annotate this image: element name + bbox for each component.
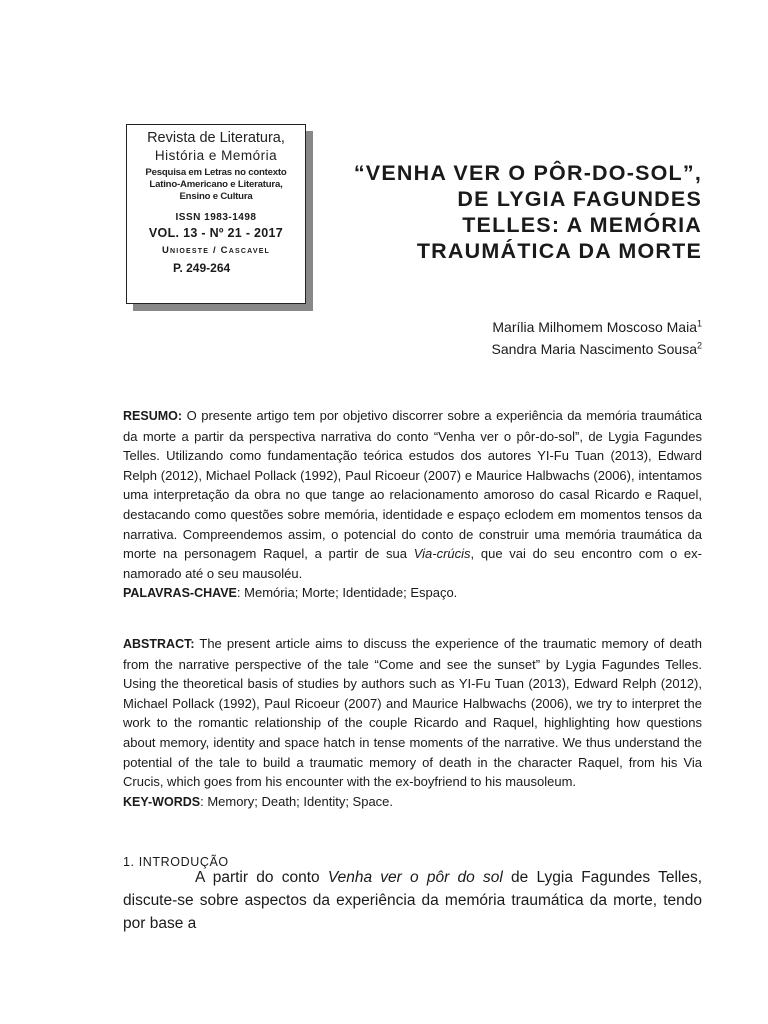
author-name: Marília Milhomem Moscoso Maia <box>492 319 697 335</box>
abstract-text: The present article aims to discuss the experience of the traumatic memory of death from the narrative perspective of the tale “Come and see the sunset” by Lygia Fagundes Telles. Using the theoretical basis of studies by authors such as YI-Fu Tuan (2013), Edward Relph (2012), Michael Pollack (1992), Paul Ricoeur (2007) and Maurice Halbwachs (2006), we try to interpret the work to the romantic relationship of the couple Ricardo and Raquel, highlighting how questions about memory, identity and space hatch in tense moments of the narrative. We thus understand the potential of the tale to build a traumatic memory of death in the character Raquel, from his Via Crucis, which goes from his encounter with the ex-boyfriend to his mausoleum. <box>123 636 702 790</box>
palavras-chave-text: : Memória; Morte; Identidade; Espaço. <box>236 585 458 601</box>
journal-issn: ISSN 1983-1498 <box>175 212 257 223</box>
resumo-label: RESUMO: <box>123 409 183 423</box>
journal-title-line2: História e Memória <box>154 148 278 163</box>
resumo-paragraph <box>123 406 702 583</box>
resumo-italic: Via-crúcis <box>413 546 471 562</box>
article-title-line3: TELLES: A MEMÓRIA <box>462 213 702 237</box>
resumo-section <box>123 406 702 604</box>
journal-subtitle-line1: Pesquisa em Letras no contexto <box>145 167 287 178</box>
abstract-section <box>123 634 702 812</box>
key-words-text: : Memory; Death; Identity; Space. <box>200 793 394 809</box>
author-1 <box>492 316 702 338</box>
key-words <box>123 792 702 813</box>
section-heading-introducao: 1. INTRODUÇÃO <box>123 855 229 869</box>
author-name: Sandra Maria Nascimento Sousa <box>491 341 697 357</box>
article-title-line1: “VENHA VER O PÔR-DO-SOL”, <box>353 161 702 185</box>
author-list <box>492 316 702 360</box>
intro-body <box>123 866 702 935</box>
intro-text: A partir do conto <box>195 869 328 886</box>
journal-pages: P. 249-264 <box>173 261 231 275</box>
abstract-label: ABSTRACT: <box>123 637 195 651</box>
key-words-label: KEY-WORDS <box>123 794 201 809</box>
intro-text-end: de Lygia Fagundes Telles, discute-se sobre aspectos da experiência da memória traumática da morte, tendo por base a <box>123 869 703 932</box>
journal-title-line1: Revista de Literatura, <box>147 130 285 146</box>
palavras-chave <box>123 583 702 604</box>
article-title-line2: DE LYGIA FAGUNDES <box>457 187 702 211</box>
resumo-text: O presente artigo tem por objetivo discorrer sobre a experiência da memória traumática da morte a partir da perspectiva narrativa do conto “Venha ver o pôr-do-sol”, de Lygia Fagundes Telles. Utilizando como fundamentação teórica estudos dos autores YI-Fu Tuan (2013), Edward Relph (2012), Michael Pollack (1992), Paul Ricoeur (2007) e Maurice Halbwachs (2006), intentamos uma interpretação da obra no que tange ao relacionamento amoroso do casal Ricardo e Raquel, destacando como questões sobre memória, identidade e espaço eclodem em momentos tensos da narrativa. Compreendemos assim, o potencial do conto de construir uma memória traumática da morte na personagem Raquel, a partir de sua <box>123 408 702 562</box>
footnote-marker[interactable]: 1 <box>696 318 702 329</box>
journal-university: Unioeste / Cascavel <box>161 245 271 256</box>
intro-italic: Venha ver o pôr do sol <box>327 869 503 886</box>
article-title <box>302 160 702 264</box>
intro-paragraph <box>123 866 702 935</box>
footnote-marker[interactable]: 2 <box>696 340 702 351</box>
article-title-line4: TRAUMÁTICA DA MORTE <box>416 239 702 263</box>
abstract-paragraph <box>123 634 702 792</box>
journal-subtitle-line2: Latino-Americano e Literatura, <box>149 179 283 190</box>
journal-volume: VOL. 13 - Nº 21 - 2017 <box>148 226 284 240</box>
palavras-chave-label: PALAVRAS-CHAVE <box>123 586 237 601</box>
journal-info-box <box>126 124 306 304</box>
author-2 <box>492 338 702 360</box>
journal-subtitle-line3: Ensino e Cultura <box>179 191 253 202</box>
resumo-text-end: , que vai do seu encontro com o ex-namorado até o seu mausoléu. <box>123 546 702 581</box>
